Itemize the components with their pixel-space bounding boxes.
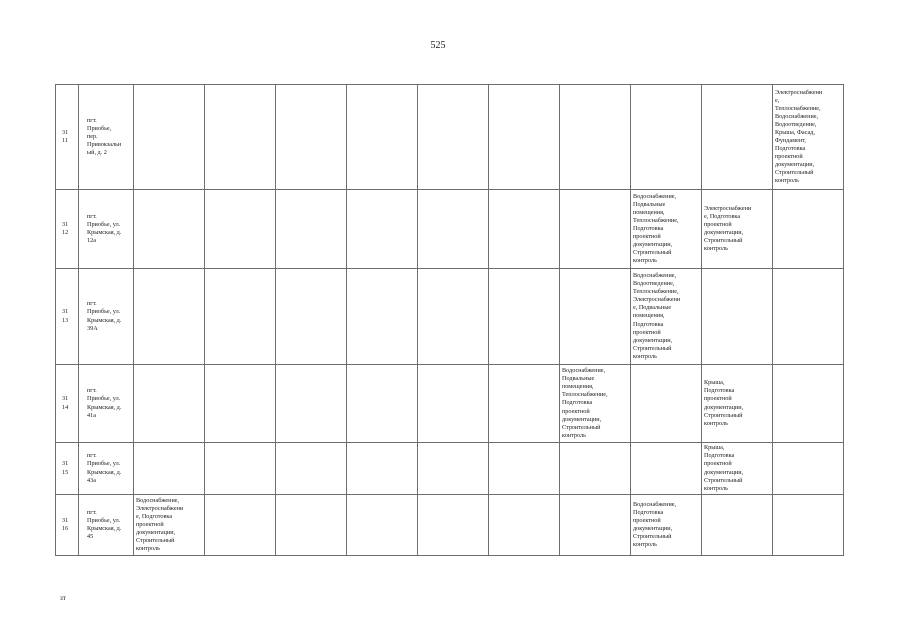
table-cell [276, 85, 347, 190]
address-cell: пгт. Приобье, ул. Крымская, д. 39А [79, 269, 134, 365]
table-cell [418, 190, 489, 269]
table-cell [134, 443, 205, 495]
table-cell [418, 269, 489, 365]
table-cell [773, 269, 844, 365]
table-cell [489, 269, 560, 365]
footer-mark: зт [60, 594, 66, 602]
table-cell: Крыша, Подготовка проектной документации, Строительный контроль [702, 365, 773, 443]
address-cell: пгт. Приобье, ул. Крымская, д. 43а [79, 443, 134, 495]
table-cell [134, 365, 205, 443]
table-cell [560, 443, 631, 495]
works-register-table [55, 84, 844, 556]
table-cell [134, 190, 205, 269]
table-cell [205, 495, 276, 556]
row-number: 31 15 [56, 443, 79, 495]
table-cell [560, 190, 631, 269]
address-cell: пгт. Приобье, ул. Крымская, д. 12а [79, 190, 134, 269]
table-cell [276, 269, 347, 365]
table-cell [489, 190, 560, 269]
table-cell [773, 495, 844, 556]
table-cell: Водоснабжение, Водоотведение, Теплоснабжение, Электроснабжени е, Подвальные помещения, Подготовка проектной документации, Строительный контроль [631, 269, 702, 365]
row-number: 31 16 [56, 495, 79, 556]
table-cell [702, 85, 773, 190]
table-cell [347, 365, 418, 443]
table-cell: Водоснабжение, Подготовка проектной документации, Строительный контроль [631, 495, 702, 556]
table-cell [347, 443, 418, 495]
row-number: 31 13 [56, 269, 79, 365]
table-cell [347, 190, 418, 269]
table-cell [205, 443, 276, 495]
table-cell: Электроснабжени е, Теплоснабжение, Водоснабжение, Водоотведение, Крыша, Фасад, Фундамент, Подготовка проектной документации, Строительный контроль [773, 85, 844, 190]
row-number: 31 14 [56, 365, 79, 443]
table-row [56, 443, 844, 495]
table-cell [702, 495, 773, 556]
table-row [56, 85, 844, 190]
table-cell: Водоснабжение, Подвальные помещения, Теплоснабжение, Подготовка проектной документации, Строительный контроль [631, 190, 702, 269]
table-cell [134, 85, 205, 190]
table-cell: Водоснабжение, Подвальные помещения, Теплоснабжение, Подготовка проектной документации, Строительный контроль [560, 365, 631, 443]
table-cell [205, 190, 276, 269]
table-cell [773, 190, 844, 269]
table-cell [205, 365, 276, 443]
table-cell [489, 365, 560, 443]
table-cell [205, 85, 276, 190]
table-cell [276, 495, 347, 556]
table-cell [560, 85, 631, 190]
table-row [56, 495, 844, 556]
table-cell [418, 443, 489, 495]
page-number: 525 [430, 40, 446, 51]
table-cell [489, 443, 560, 495]
table-cell [773, 443, 844, 495]
table-cell [631, 443, 702, 495]
address-cell: пгт. Приобье, ул. Крымская, д. 45 [79, 495, 134, 556]
table-cell: Водоснабжение, Электроснабжени е, Подготовка проектной документации, Строительный контроль [134, 495, 205, 556]
table-cell [347, 85, 418, 190]
row-number: 31 11 [56, 85, 79, 190]
table-cell [276, 190, 347, 269]
table-row [56, 190, 844, 269]
table-cell [489, 495, 560, 556]
table-cell [773, 365, 844, 443]
table-cell [631, 85, 702, 190]
table-cell [276, 443, 347, 495]
table-cell [418, 495, 489, 556]
table-cell [347, 269, 418, 365]
table-cell [560, 495, 631, 556]
table-cell [134, 269, 205, 365]
table-cell: Крыша, Подготовка проектной документации, Строительный контроль [702, 443, 773, 495]
table-cell [702, 269, 773, 365]
table-cell [631, 365, 702, 443]
table-row [56, 365, 844, 443]
table-cell [276, 365, 347, 443]
table-cell [347, 495, 418, 556]
address-cell: пгт. Приобье, ул. Крымская, д. 41а [79, 365, 134, 443]
table-cell [205, 269, 276, 365]
table-cell [560, 269, 631, 365]
row-number: 31 12 [56, 190, 79, 269]
table-cell: Электроснабжени е, Подготовка проектной документации, Строительный контроль [702, 190, 773, 269]
address-cell: пгт. Приобье, пер. Привокзальн ый, д. 2 [79, 85, 134, 190]
table-cell [418, 85, 489, 190]
table-cell [418, 365, 489, 443]
table-cell [489, 85, 560, 190]
table-row [56, 269, 844, 365]
